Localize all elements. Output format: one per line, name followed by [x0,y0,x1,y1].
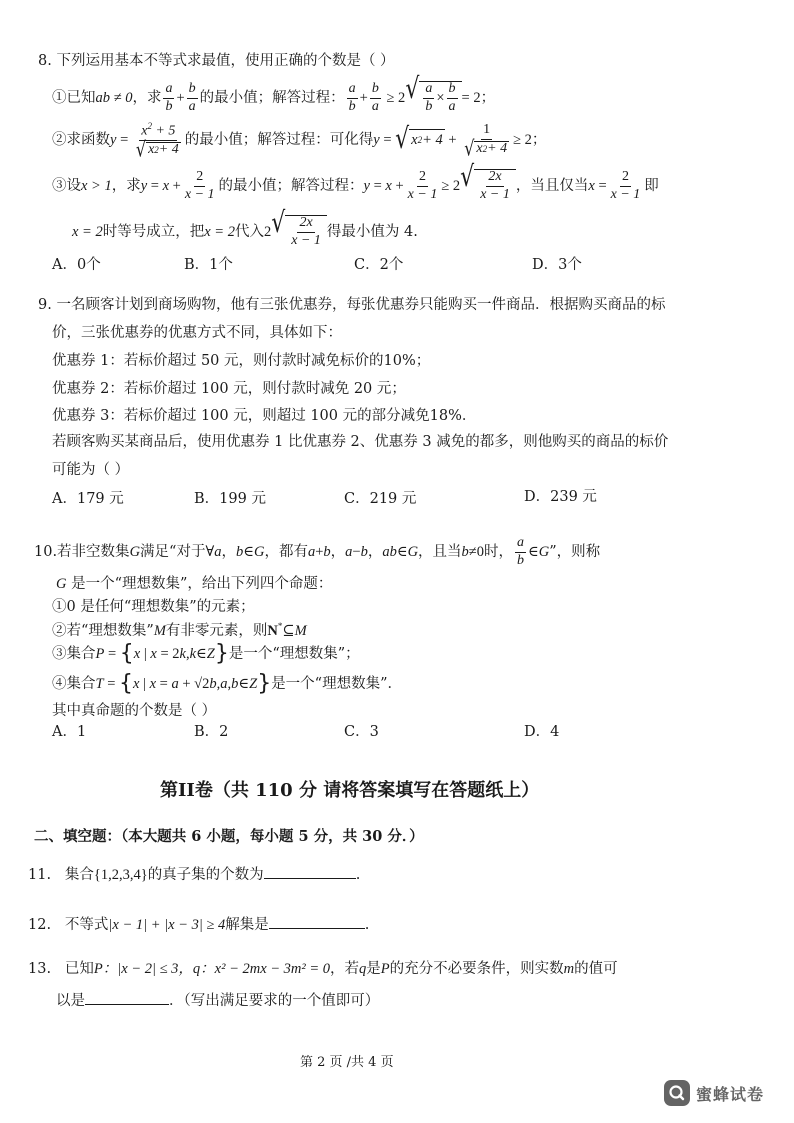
frac-b-over-a: $\frac{b}{a}$ [188,80,196,114]
q8-option-b: B．1个 [184,257,233,273]
q12-answer-blank[interactable] [269,914,365,929]
q10-p4: ④集合 T = { x | x = a + √2 b , a , b ∈ Z } 是一个“理想数集”． [52,671,403,696]
frac-a-over-b: $\frac{a}{b}$ [165,80,173,114]
q9-line1: 9. 一名顾客计划到商场购物，他有三张优惠券，每张优惠券只能购买一件商品．根据购买商品的标 [38,297,666,313]
q10-p3: ③集合 P = { x | x = 2 k , k ∈ Z } 是一个“理想数集”； [52,641,360,666]
q9-line7: 可能为（ ） [52,462,130,478]
q12: 12. 不等式 |x − 1| + |x − 3| ≥ 4 解集是 . [28,914,369,933]
q9-line6: 若顾客购买某商品后，使用优惠券 1 比优惠券 2、优惠券 3 减免的都多，则他购买的商品的标价 [52,434,669,450]
q9-coupon2: 优惠券 2：若标价超过 100 元，则付款时减免 20 元； [52,381,406,397]
section2-heading: 二、填空题：（本大题共 6 小题，每小题 5 分，共 30 分．） [34,828,424,845]
q8-option-c: C．2个 [354,257,404,273]
q9-option-c: C．219 元 [344,491,417,507]
q8-option-a: A．0个 [52,257,101,273]
watermark-logo [664,1080,764,1106]
q11-answer-blank[interactable] [264,864,356,879]
q10-line2: G 是一个“理想数集”，给出下列四个命题： [56,576,333,592]
q10-option-b: B．2 [194,724,229,740]
q13-line1: 13. 已知 P：|x − 2| ≤ 3， q：x² − 2mx − 3m² = 0 ，若 q 是 P 的充分不必要条件，则实数 m 的值可 [28,961,618,977]
q9-option-d: D．239 元 [524,489,597,505]
q9-coupon1: 优惠券 1：若标价超过 50 元，则付款时减免标价的10%； [52,353,431,369]
q8-item1: ①已知 ab ≠ 0 ，求 $\frac{a}{b}$ + $\frac{b}{a}$ 的最小值；解答过程： $\frac{a}{b}$ + $\frac{b}{a}$ ≥ 2 √ $\frac{a}{b}$ × $\frac{b}{a}$ = 2； [52,73,496,114]
q11: 11. 集合 {1,2,3,4} 的真子集的个数为 . [28,864,360,883]
watermark-text: 蜜蜂试卷 [696,1084,765,1104]
frac-function: $x^2 + 5$ √ x 2 + 4 [135,120,179,162]
q8-option-d: D．3个 [532,257,582,273]
q10-ask: 其中真命题的个数是（ ） [52,703,217,719]
q10-p1: ①0 是任何“理想数集”的元素； [52,599,255,615]
q9-option-a: A．179 元 [52,491,124,507]
q10-option-d: D．4 [524,724,560,740]
sqrt-product: √ $\frac{a}{b}$ × $\frac{b}{a}$ [405,81,461,114]
q8-item3-line1: ③设 x > 1 ，求 y = x + $\frac{2}{x - 1}$ 的最小值；解答过程： y = x + $\frac{2}{x - 1}$ ≥ 2 √ $\frac{2x}{x - 1}$ ，当且仅当 x = $\frac{2}{x - 1}$ 即 [52,161,659,202]
q9-coupon3: 优惠券 3：若标价超过 100 元，则超过 100 元的部分减免18%． [52,408,477,424]
q13-line2: 以是 ．（写出满足要求的一个值即可） [56,990,379,1009]
bee-logo-icon [664,1080,690,1106]
q9-line2: 价，三张优惠券的优惠方式不同，具体如下： [52,325,342,341]
q10-p2: ②若“理想数集”M有非零元素，则N*⊆M [52,621,307,639]
page-footer: 第 2 页 /共 4 页 [300,1055,394,1070]
q9-option-b: B．199 元 [194,491,266,507]
q8-item2: ②求函数 y = $x^2 + 5$ √ x 2 + 4 的最小值；解答过程：可化得 y = √ x 2 + 4 + 1 √ x 2 + 4 ≥ 2； [52,120,547,162]
q10-line1: 10.若非空数集 G 满足“对于 ∀ a ， b ∈ G ，都有 a + b ， a − b ， ab ∈ G ，且当 b ≠0 时， $\frac{a}{b}$ ∈ G ”，则称 [34,534,601,568]
q8-item3-line2: x = 2 时等号成立，把 x = 2 代入 2 √ $\frac{2x}{x - 1}$ 得最小值为 4. [72,207,418,248]
q10-option-c: C．3 [344,724,379,740]
q8-stem: 8. 下列运用基本不等式求最值，使用正确的个数是（ ） [38,53,395,69]
q13-answer-blank[interactable] [85,990,169,1005]
q10-option-a: A．1 [52,724,87,740]
section2-title: 第II卷（共 110 分 请将答案填写在答题纸上） [160,780,540,801]
